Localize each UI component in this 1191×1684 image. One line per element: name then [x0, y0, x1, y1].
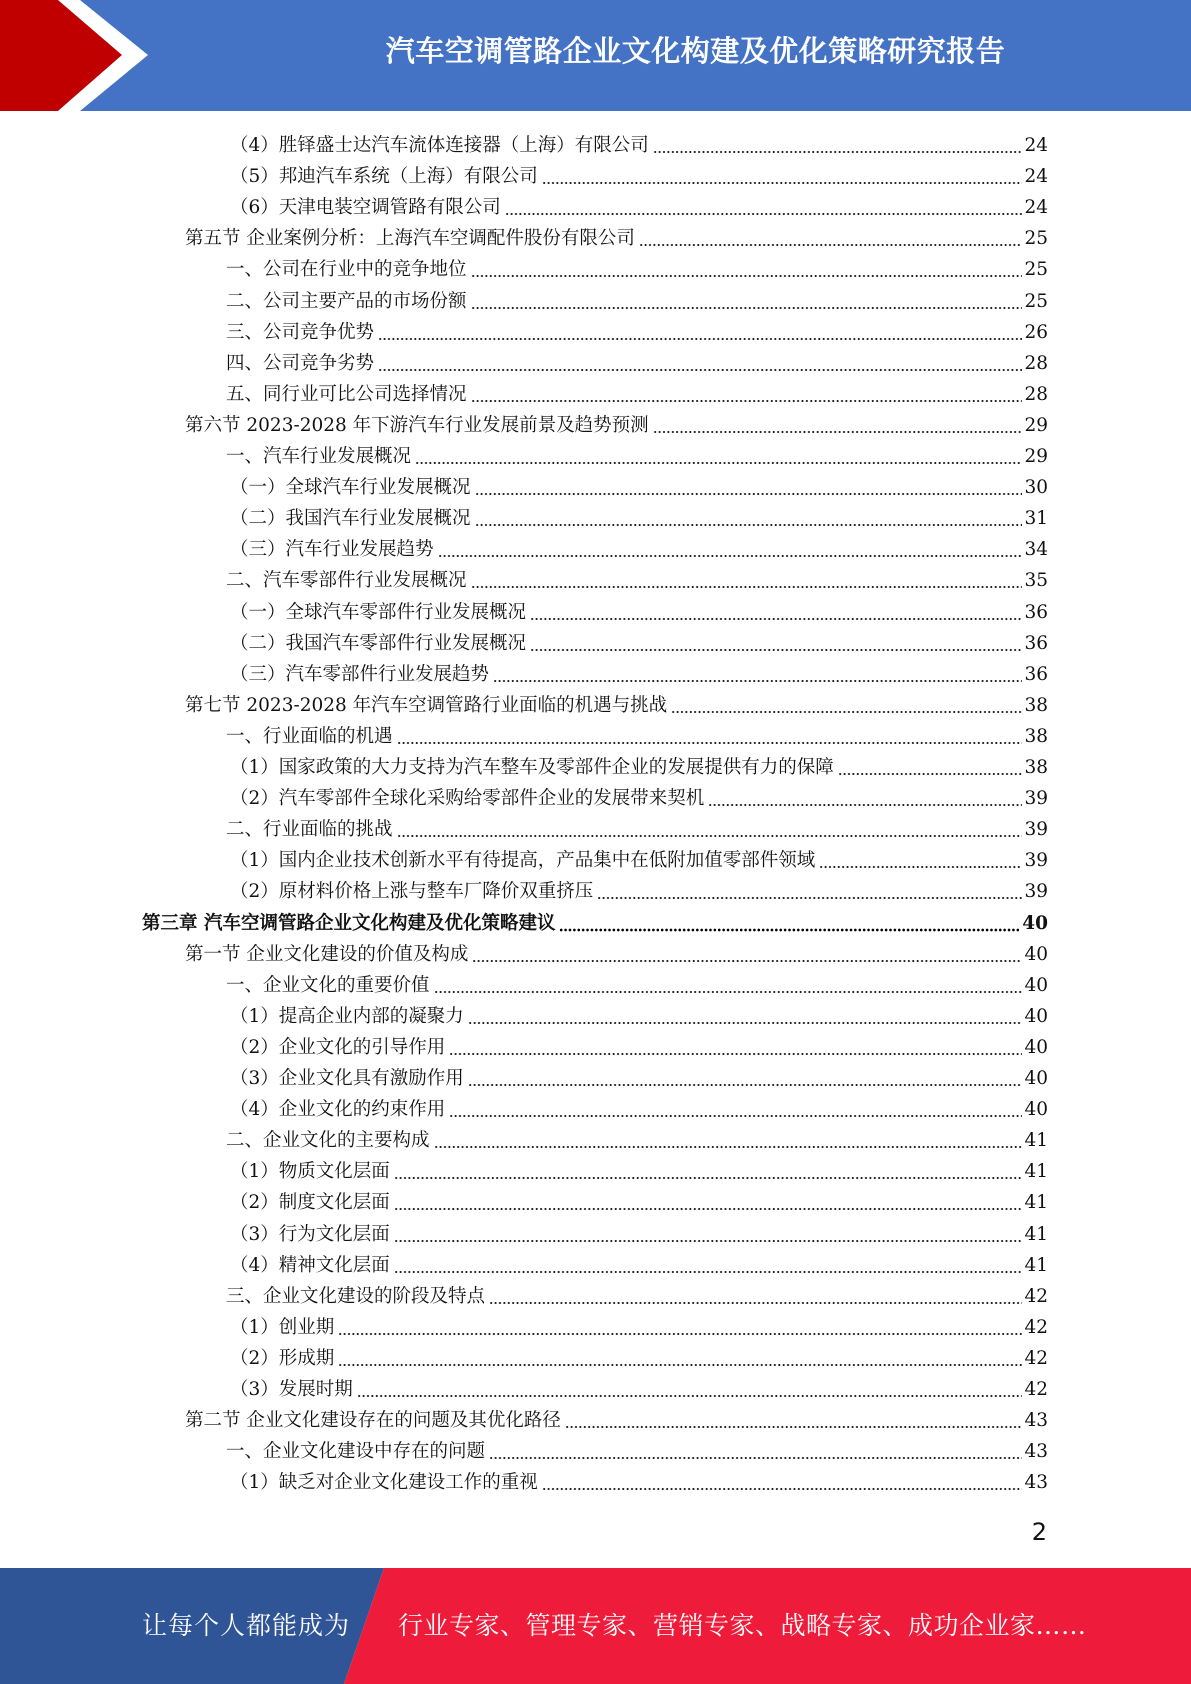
- toc-entry-label: （1）缺乏对企业文化建设工作的重视: [230, 1472, 538, 1494]
- toc-entry-label: （5）邦迪汽车系统（上海）有限公司: [230, 166, 538, 188]
- toc-entry-page: 42: [1024, 1285, 1048, 1307]
- toc-dot-leader: [438, 538, 1023, 558]
- toc-entry-page: 39: [1024, 850, 1048, 872]
- toc-entry-page: 36: [1024, 601, 1048, 623]
- toc-dot-leader: [819, 849, 1022, 869]
- toc-entry[interactable]: [230, 842, 1048, 873]
- toc-dot-leader: [468, 1067, 1023, 1087]
- toc-entry-page: 28: [1024, 352, 1048, 374]
- toc-entry-page: 29: [1024, 446, 1048, 467]
- toc-entry-page: 24: [1024, 135, 1048, 156]
- toc-entry-label: 第六节 2023-2028 年下游汽车行业发展前景及趋势预测: [185, 414, 649, 436]
- toc-entry[interactable]: [230, 500, 1048, 531]
- toc-entry-label: （一）全球汽车零部件行业发展概况: [230, 601, 527, 623]
- document-title: 汽车空调管路企业文化构建及优化策略研究报告: [385, 34, 1006, 68]
- toc-entry-label: 三、公司竞争优势: [226, 321, 375, 343]
- toc-entry-label: （3）行为文化层面: [230, 1223, 390, 1245]
- toc-entry-label: （1）国家政策的大力支持为汽车整车及零部件企业的发展提供有力的保障: [230, 757, 834, 778]
- toc-entry[interactable]: [226, 562, 1048, 593]
- toc-entry-label: （1）物质文化层面: [230, 1161, 390, 1183]
- toc-entry-label: 一、公司在行业中的竞争地位: [226, 259, 467, 281]
- page-header: [0, 0, 1191, 111]
- toc-entry[interactable]: [230, 189, 1048, 220]
- toc-dot-leader: [471, 569, 1023, 589]
- toc-entry-label: （1）国内企业技术创新水平有待提高，产品集中在低附加值零部件领域: [230, 850, 816, 872]
- toc-entry-label: 二、行业面临的挑战: [226, 819, 393, 841]
- toc-dot-leader: [357, 1378, 1023, 1398]
- toc-dot-leader: [530, 632, 1022, 652]
- toc-entry[interactable]: [230, 1091, 1048, 1122]
- page-number: 2: [1031, 1518, 1047, 1546]
- toc-entry[interactable]: [230, 749, 1048, 780]
- header-arrow-decoration: [0, 0, 160, 111]
- toc-entry-page: 36: [1024, 632, 1048, 654]
- toc-entry-page: 40: [1024, 1099, 1048, 1121]
- toc-entry[interactable]: [230, 1216, 1048, 1247]
- toc-entry[interactable]: [230, 531, 1048, 562]
- toc-entry[interactable]: [185, 407, 1048, 438]
- toc-dot-leader: [838, 756, 1023, 776]
- toc-entry-label: （二）我国汽车行业发展概况: [230, 508, 471, 530]
- toc-entry-label: 四、公司竞争劣势: [226, 352, 375, 374]
- toc-dot-leader: [468, 1005, 1023, 1025]
- toc-entry-label: （2）原材料价格上涨与整车厂降价双重挤压: [230, 881, 594, 903]
- toc-entry[interactable]: [142, 905, 1048, 936]
- toc-entry-page: 40: [1024, 1036, 1048, 1058]
- toc-dot-leader: [597, 880, 1022, 900]
- toc-entry-label: （3）发展时期: [230, 1379, 353, 1400]
- toc-entry[interactable]: [230, 1029, 1048, 1060]
- toc-entry[interactable]: [230, 656, 1048, 687]
- toc-dot-leader: [489, 1440, 1022, 1460]
- toc-entry-label: （2）企业文化的引导作用: [230, 1036, 446, 1058]
- toc-entry-page: 31: [1024, 508, 1048, 530]
- toc-dot-leader: [530, 601, 1022, 621]
- toc-entry-page: 42: [1024, 1347, 1048, 1369]
- toc-entry-page: 42: [1024, 1316, 1048, 1338]
- toc-entry-page: 42: [1024, 1379, 1048, 1400]
- toc-dot-leader: [471, 383, 1023, 403]
- toc-dot-leader: [565, 1409, 1023, 1429]
- toc-entry[interactable]: [230, 1309, 1048, 1340]
- toc-entry-label: （三）汽车行业发展趋势: [230, 539, 434, 561]
- toc-entry-label: 二、汽车零部件行业发展概况: [226, 570, 467, 592]
- toc-entry-page: 36: [1024, 663, 1048, 685]
- toc-entry-label: （4）企业文化的约束作用: [230, 1099, 446, 1121]
- toc-dot-leader: [559, 912, 1020, 932]
- toc-entry-label: 三、企业文化建设的阶段及特点: [226, 1285, 486, 1307]
- toc-entry-label: （1）提高企业内部的凝聚力: [230, 1005, 464, 1027]
- toc-entry-label: 第七节 2023-2028 年汽车空调管路行业面临的机遇与挑战: [185, 694, 668, 716]
- toc-entry[interactable]: [230, 998, 1048, 1029]
- toc-entry[interactable]: [230, 158, 1048, 189]
- toc-dot-leader: [338, 1347, 1022, 1367]
- toc-entry-page: 41: [1024, 1161, 1048, 1183]
- toc-entry[interactable]: [230, 780, 1048, 811]
- toc-entry[interactable]: [226, 314, 1048, 345]
- toc-entry-page: 24: [1024, 197, 1048, 219]
- toc-dot-leader: [472, 943, 1022, 963]
- toc-entry-page: 25: [1024, 259, 1048, 281]
- toc-entry-page: 43: [1024, 1441, 1048, 1463]
- toc-dot-leader: [505, 196, 1023, 216]
- toc-dot-leader: [397, 818, 1023, 838]
- toc-entry[interactable]: [230, 1060, 1048, 1091]
- toc-entry-label: 二、企业文化的主要构成: [226, 1130, 430, 1152]
- toc-dot-leader: [542, 165, 1023, 185]
- footer-slogan-right: 行业专家、管理专家、营销专家、战略专家、成功企业家……: [398, 1611, 1087, 1640]
- toc-entry-page: 40: [1024, 1068, 1048, 1089]
- toc-entry[interactable]: [185, 220, 1048, 251]
- toc-dot-leader: [493, 663, 1022, 683]
- toc-dot-leader: [449, 1098, 1022, 1118]
- toc-entry-page: 26: [1024, 321, 1048, 343]
- toc-entry-page: 40: [1024, 974, 1048, 996]
- toc-entry-page: 41: [1024, 1254, 1048, 1276]
- toc-dot-leader: [708, 787, 1022, 807]
- toc-entry-label: （6）天津电装空调管路有限公司: [230, 197, 501, 219]
- toc-dot-leader: [471, 290, 1023, 310]
- toc-entry[interactable]: [226, 345, 1048, 376]
- toc-entry[interactable]: [226, 283, 1048, 314]
- toc-entry[interactable]: [226, 251, 1048, 282]
- toc-entry-label: （三）汽车零部件行业发展趋势: [230, 663, 490, 685]
- toc-entry-label: （2）形成期: [230, 1347, 335, 1369]
- toc-entry[interactable]: [230, 594, 1048, 625]
- toc-entry-page: 28: [1024, 383, 1048, 405]
- toc-entry[interactable]: [226, 967, 1048, 998]
- toc-entry-label: 第五节 企业案例分析：上海汽车空调配件股份有限公司: [185, 228, 635, 250]
- toc-entry-page: 25: [1024, 290, 1048, 312]
- toc-entry-page: 43: [1024, 1472, 1048, 1494]
- toc-entry-page: 41: [1024, 1192, 1048, 1214]
- toc-dot-leader: [415, 445, 1022, 465]
- toc-entry[interactable]: [185, 1402, 1048, 1433]
- toc-entry-page: 39: [1024, 819, 1048, 841]
- toc-entry[interactable]: [230, 873, 1048, 904]
- toc-entry[interactable]: [185, 687, 1048, 718]
- toc-dot-leader: [449, 1036, 1022, 1056]
- toc-dot-leader: [394, 1160, 1023, 1180]
- header-red-block: [0, 0, 122, 111]
- toc-dot-leader: [671, 694, 1022, 714]
- toc-entry-page: 39: [1024, 881, 1048, 903]
- toc-dot-leader: [434, 974, 1023, 994]
- toc-dot-leader: [471, 258, 1023, 278]
- toc-entry-page: 43: [1024, 1410, 1048, 1432]
- toc-entry[interactable]: [185, 936, 1048, 967]
- toc-entry-page: 35: [1024, 570, 1048, 592]
- toc-entry-label: 一、汽车行业发展概况: [226, 446, 412, 467]
- toc-dot-leader: [434, 1129, 1023, 1149]
- toc-entry-label: 一、企业文化建设中存在的问题: [226, 1441, 486, 1463]
- toc-entry[interactable]: [230, 469, 1048, 500]
- toc-entry-page: 34: [1024, 539, 1048, 561]
- footer-slogan-left: 让每个人都能成为: [142, 1611, 351, 1640]
- toc-entry[interactable]: [230, 625, 1048, 656]
- toc-entry-label: （2）制度文化层面: [230, 1192, 390, 1214]
- toc-entry-label: 二、公司主要产品的市场份额: [226, 290, 467, 312]
- toc-entry[interactable]: [226, 1122, 1048, 1153]
- toc-entry-page: 29: [1024, 414, 1048, 436]
- toc-dot-leader: [397, 725, 1023, 745]
- toc-entry[interactable]: [230, 1371, 1048, 1402]
- toc-entry-label: 五、同行业可比公司选择情况: [226, 383, 467, 405]
- toc-entry-page: 39: [1024, 788, 1048, 810]
- toc-entry-page: 25: [1024, 228, 1048, 250]
- toc-entry-label: （二）我国汽车零部件行业发展概况: [230, 632, 527, 654]
- toc-entry-label: 第二节 企业文化建设存在的问题及其优化路径: [185, 1410, 561, 1432]
- toc-entry[interactable]: [230, 1340, 1048, 1371]
- toc-entry[interactable]: [226, 376, 1048, 407]
- toc-entry-page: 40: [1024, 1005, 1048, 1027]
- toc-entry[interactable]: [226, 438, 1048, 469]
- toc-dot-leader: [542, 1471, 1023, 1491]
- toc-entry-label: （1）创业期: [230, 1316, 335, 1338]
- toc-dot-leader: [475, 507, 1023, 527]
- toc-dot-leader: [378, 352, 1022, 372]
- toc-entry-label: 第一节 企业文化建设的价值及构成: [185, 943, 469, 965]
- toc-dot-leader: [653, 134, 1023, 154]
- toc-dot-leader: [475, 476, 1023, 496]
- toc-entry-page: 41: [1024, 1130, 1048, 1152]
- toc-entry[interactable]: [226, 1433, 1048, 1464]
- toc-dot-leader: [378, 321, 1022, 341]
- toc-entry-page: 30: [1024, 477, 1048, 499]
- toc-entry-page: 40: [1022, 912, 1048, 934]
- toc-entry[interactable]: [226, 1278, 1048, 1309]
- toc-entry[interactable]: [230, 1184, 1048, 1215]
- toc-entry-label: 一、行业面临的机遇: [226, 725, 393, 747]
- toc-entry-page: 41: [1024, 1223, 1048, 1245]
- toc-entry-label: （4）精神文化层面: [230, 1254, 390, 1276]
- toc-entry-page: 24: [1024, 166, 1048, 188]
- page-footer: [0, 1568, 1191, 1684]
- toc-entry[interactable]: [226, 718, 1048, 749]
- toc-dot-leader: [338, 1316, 1022, 1336]
- toc-dot-leader: [394, 1254, 1023, 1274]
- toc-entry-page: 38: [1024, 694, 1048, 716]
- toc-entry-label: （3）企业文化具有激励作用: [230, 1068, 464, 1089]
- toc-entry-page: 38: [1024, 757, 1048, 778]
- toc-dot-leader: [653, 414, 1023, 434]
- toc-entry[interactable]: [230, 1464, 1048, 1495]
- toc-entry[interactable]: [230, 1153, 1048, 1184]
- toc-entry[interactable]: [230, 1247, 1048, 1278]
- toc-dot-leader: [394, 1223, 1023, 1243]
- toc-entry[interactable]: [230, 127, 1048, 158]
- toc-entry-label: （4）胜铎盛士达汽车流体连接器（上海）有限公司: [230, 135, 649, 156]
- toc-entry-label: （2）汽车零部件全球化采购给零部件企业的发展带来契机: [230, 788, 705, 810]
- toc-entry-label: 一、企业文化的重要价值: [226, 974, 430, 996]
- toc-dot-leader: [394, 1191, 1023, 1211]
- toc-dot-leader: [489, 1285, 1022, 1305]
- toc-dot-leader: [639, 227, 1023, 247]
- toc-entry-page: 40: [1024, 943, 1048, 965]
- toc-entry-page: 38: [1024, 725, 1048, 747]
- toc-entry-label: 第三章 汽车空调管路企业文化构建及优化策略建议: [142, 912, 556, 934]
- toc-entry[interactable]: [226, 811, 1048, 842]
- toc-entry-label: （一）全球汽车行业发展概况: [230, 477, 471, 499]
